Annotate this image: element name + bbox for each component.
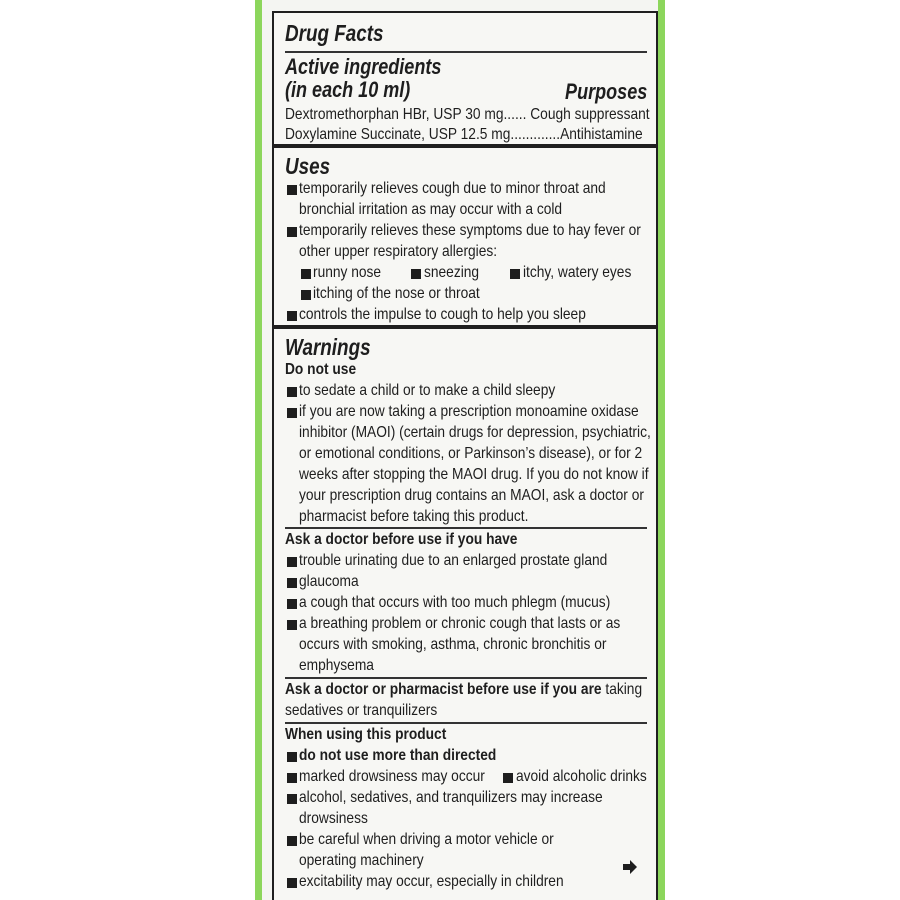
bullet-icon [301, 290, 311, 300]
bullet-icon [411, 269, 421, 279]
warning-line: your prescription drug contains an MAOI, ask a doctor or [299, 487, 644, 504]
bullet-icon [287, 557, 297, 567]
warning-line: avoid alcoholic drinks [516, 768, 647, 785]
when-using-heading: When using this product [285, 726, 447, 743]
ask-pharmacist-line [285, 679, 642, 700]
drug-facts-title: Drug Facts [285, 20, 384, 46]
drug-facts-box [272, 11, 658, 146]
warning-line: a cough that occurs with too much phlegm (mucus) [299, 594, 611, 611]
bullet-icon [287, 836, 297, 846]
bullet-icon [301, 269, 311, 279]
bullet-icon [287, 878, 297, 888]
ask-pharmacist-text: taking [601, 681, 643, 698]
warning-line: weeks after stopping the MAOI drug. If you do not know if [299, 466, 649, 483]
uses-box [272, 146, 658, 327]
warning-line: occurs with smoking, asthma, chronic bronchitis or [299, 636, 607, 653]
use-line: bronchial irritation as may occur with a cold [299, 201, 563, 218]
warning-line: a breathing problem or chronic cough that lasts or as [299, 615, 621, 632]
warning-line: emphysema [299, 657, 374, 674]
warning-line: excitability may occur, especially in children [299, 873, 564, 890]
warnings-box [272, 327, 658, 900]
warning-line: do not use more than directed [299, 747, 497, 764]
bullet-icon [287, 227, 297, 237]
warning-line: trouble urinating due to an enlarged prostate gland [299, 552, 608, 569]
bullet-icon [503, 773, 513, 783]
bullet-icon [287, 311, 297, 321]
bullet-icon [287, 387, 297, 397]
warning-line: operating machinery [299, 852, 424, 869]
warning-line: pharmacist before taking this product. [299, 508, 529, 525]
symptom-itching: itching of the nose or throat [313, 285, 480, 302]
bullet-icon [287, 794, 297, 804]
ingredient-dextromethorphan: Dextromethorphan HBr, USP 30 mg...... Cough suppressant [285, 106, 650, 123]
bullet-icon [287, 752, 297, 762]
bullet-icon [287, 773, 297, 783]
symptom-runny-nose: runny nose [313, 264, 382, 281]
warning-line: glaucoma [299, 573, 359, 590]
arrow-right-icon [621, 858, 639, 876]
bullet-icon [287, 185, 297, 195]
symptom-sneezing: sneezing [424, 264, 480, 281]
bullet-icon [287, 599, 297, 609]
warning-line: be careful when driving a motor vehicle or [299, 831, 554, 848]
purposes-heading: Purposes [564, 79, 647, 104]
use-line: temporarily relieves cough due to minor throat and [299, 180, 606, 197]
bullet-icon [287, 578, 297, 588]
warning-line: or emotional conditions, or Parkinson’s disease), or for 2 [299, 445, 643, 462]
use-line: controls the impulse to cough to help you sleep [299, 306, 586, 323]
symptom-itchy-eyes: itchy, watery eyes [523, 264, 632, 281]
title-rule [285, 51, 647, 53]
warning-line: alcohol, sedatives, and tranquilizers may increase [299, 789, 603, 806]
warning-line: if you are now taking a prescription monoamine oxidase [299, 403, 639, 420]
bullet-icon [510, 269, 520, 279]
warning-line: drowsiness [299, 810, 368, 827]
use-line: other upper respiratory allergies: [299, 243, 498, 260]
active-ingredients-heading: Active ingredients [285, 54, 442, 79]
use-line: temporarily relieves these symptoms due to hay fever or [299, 222, 641, 239]
warning-line: marked drowsiness may occur [299, 768, 485, 785]
warning-line: inhibitor (MAOI) (certain drugs for depression, psychiatric, [299, 424, 651, 441]
do-not-use-heading: Do not use [285, 361, 357, 378]
warning-line: sedatives or tranquilizers [285, 702, 438, 719]
ask-pharmacist-heading: Ask a doctor or pharmacist before use if you are [285, 681, 602, 698]
active-ingredients-subheading: (in each 10 ml) [285, 77, 411, 102]
warnings-heading: Warnings [285, 334, 371, 360]
bullet-icon [287, 620, 297, 630]
bullet-icon [287, 408, 297, 418]
warning-line: to sedate a child or to make a child sleepy [299, 382, 556, 399]
ask-doctor-heading: Ask a doctor before use if you have [285, 531, 518, 548]
uses-heading: Uses [285, 153, 331, 179]
ingredient-doxylamine: Doxylamine Succinate, USP 12.5 mg.............Antihistamine [285, 126, 643, 143]
